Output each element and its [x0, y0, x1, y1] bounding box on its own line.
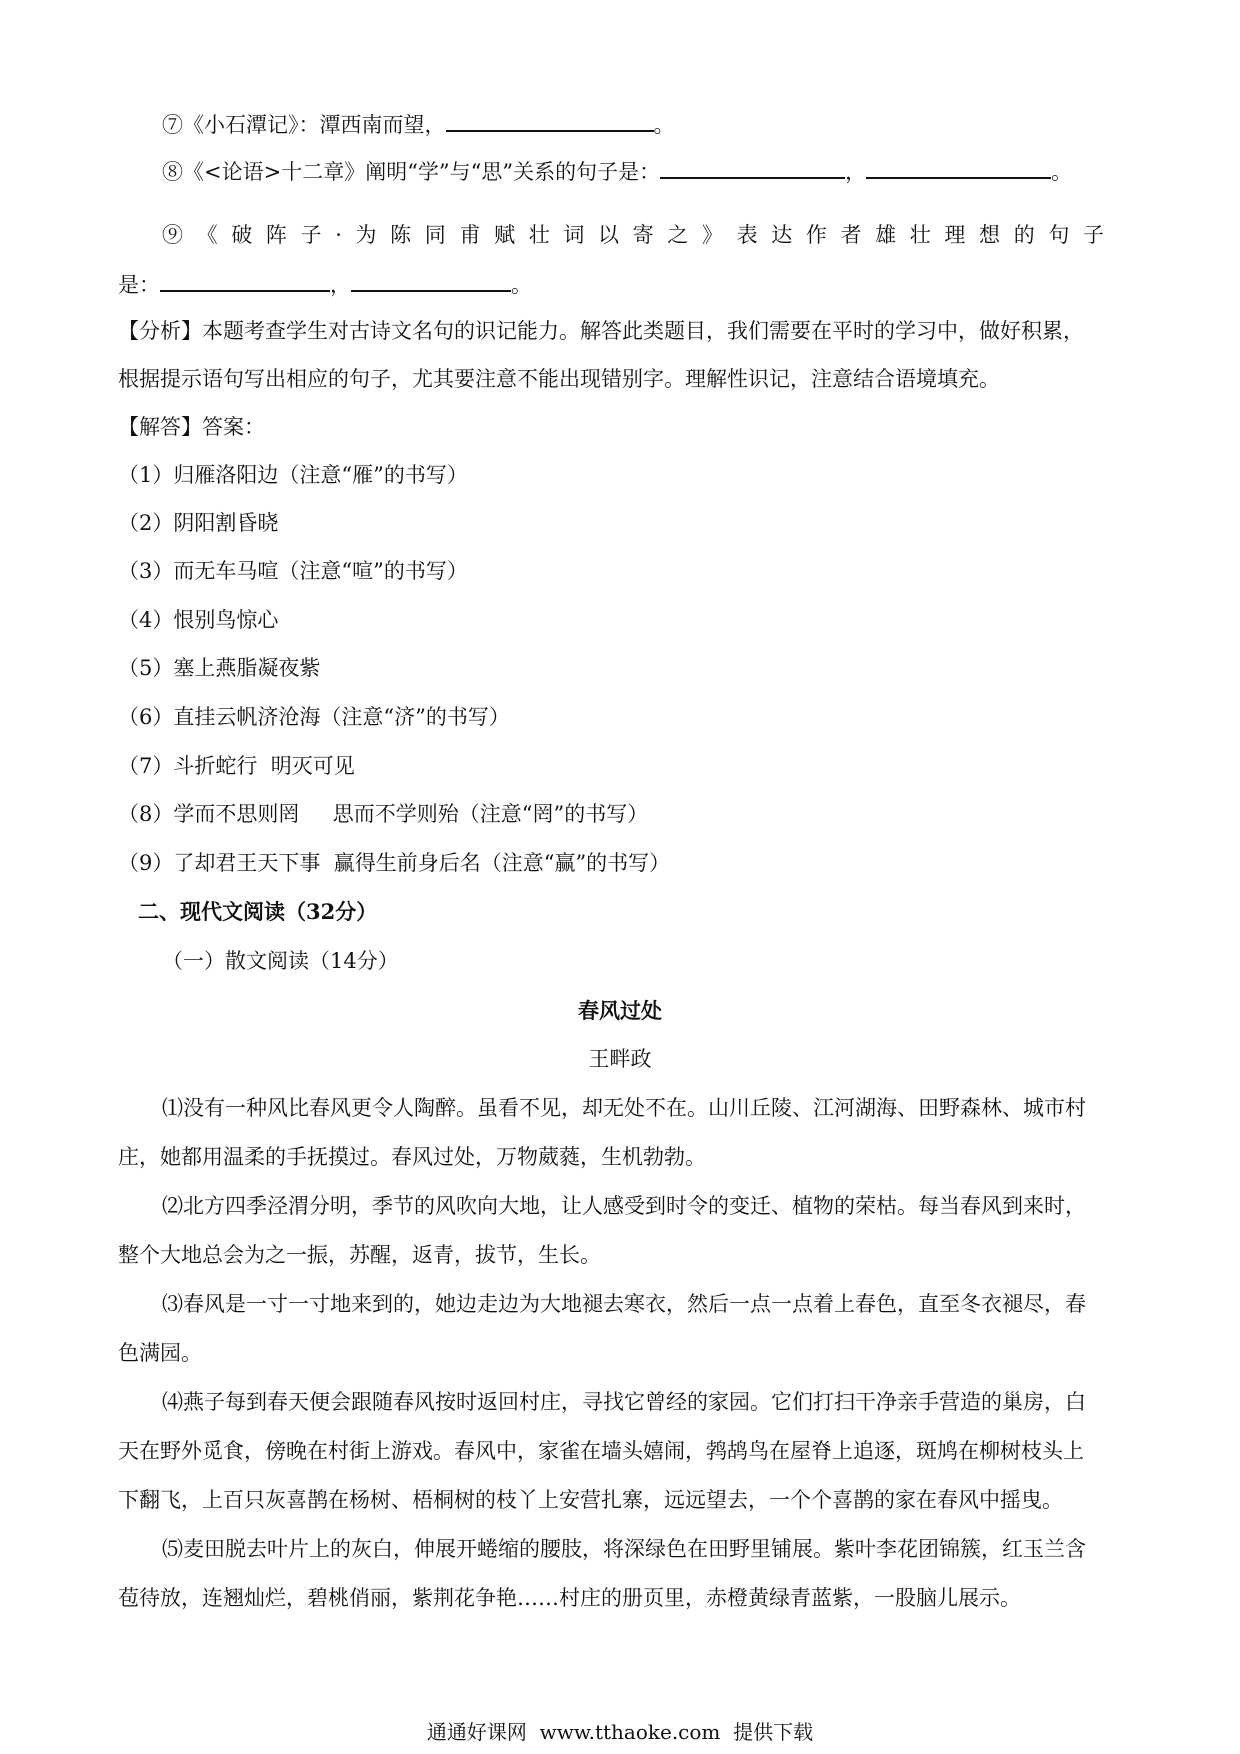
essay-line: ⑴没有一种风比春风更令人陶醉。虽看不见，却无处不在。山川丘陵、江河湖海、田野森林、城市村	[162, 1096, 1086, 1120]
essay-line: ⑸麦田脱去叶片上的灰白，伸展开蜷缩的腰肢，将深绿色在田野里铺展。紫叶李花团锦簇，红玉兰含	[162, 1537, 1086, 1561]
essay-line: 色满园。	[118, 1341, 202, 1365]
essay-line: ⑵北方四季泾渭分明，季节的风吹向大地，让人感受到时令的变迁、植物的荣枯。每当春风到来时，	[162, 1194, 1086, 1218]
answer-item: （6）直挂云帆济沧海（注意“济”的书写）	[118, 705, 510, 729]
answer-header: 【解答】答案：	[118, 415, 265, 439]
answer-item: （1）归雁洛阳边（注意“雁”的书写）	[118, 463, 468, 487]
answer-blank	[160, 270, 330, 292]
answer-item: （5）塞上燕脂凝夜紫	[118, 656, 321, 680]
answer-item: （9）了却君王天下事 赢得生前身后名（注意“赢”的书写）	[118, 851, 671, 875]
page-footer: 通通好课网 www.tthaoke.com 提供下载	[426, 1720, 814, 1744]
question-9-suffix: 。	[511, 273, 532, 297]
question-8-text: ⑧《<论语>十二章》阐明“学”与“思”关系的句子是：	[162, 160, 661, 184]
essay-title: 春风过处	[578, 998, 662, 1023]
essay-line: ⑷燕子每到春天便会跟随春风按时返回村庄，寻找它曾经的家园。它们打扫干净亲手营造的巢房，白	[162, 1390, 1086, 1414]
essay-line: 天在野外觅食，傍晚在村街上游戏。春风中，家雀在墙头嬉闹，鹁鸪鸟在屋脊上追逐，斑鸠在柳树枝头上	[118, 1439, 1084, 1463]
question-8	[162, 157, 1072, 185]
analysis-line-2: 根据提示语句写出相应的句子，尤其要注意不能出现错别字。理解性识记，注意结合语境填充。	[118, 367, 1000, 391]
answer-blank	[660, 157, 845, 179]
section-title: 二、现代文阅读（32分）	[138, 899, 378, 924]
subsection-title: （一）散文阅读（14分）	[162, 949, 399, 973]
essay-author: 王畔政	[588, 1047, 652, 1071]
question-7	[162, 110, 675, 138]
answer-blank	[351, 270, 511, 292]
question-7-text: ⑦《小石潭记》：潭西南而望，	[162, 113, 446, 137]
answer-item: （8）学而不思则罔 思而不学则殆（注意“罔”的书写）	[118, 802, 649, 826]
essay-line: 下翻飞，上百只灰喜鹊在杨树、梧桐树的枝丫上安营扎寨，远远望去，一个个喜鹊的家在春风中摇曳。	[118, 1488, 1063, 1512]
question-8-comma: ，	[845, 160, 867, 184]
answer-item: （4）恨别鸟惊心	[118, 608, 279, 632]
essay-line: ⑶春风是一寸一寸地来到的，她边走边为大地褪去寒衣，然后一点一点着上春色，直至冬衣褪尽，春	[162, 1292, 1086, 1316]
question-9-prefix: 是：	[118, 273, 160, 297]
answer-item: （7）斗折蛇行 明灭可见	[118, 754, 355, 778]
question-9-line-1: ⑨《破阵子·为陈同甫赋壮词以寄之》表达作者雄壮理想的句子	[162, 223, 1104, 247]
essay-line: 苞待放，连翘灿烂，碧桃俏丽，紫荆花争艳……村庄的册页里，赤橙黄绿青蓝紫，一股脑儿展示。	[118, 1586, 1021, 1610]
analysis-line-1: 【分析】本题考查学生对古诗文名句的识记能力。解答此类题目，我们需要在平时的学习中，做好积累，	[118, 319, 1084, 343]
answer-blank	[866, 157, 1051, 179]
question-7-suffix: 。	[653, 113, 675, 137]
question-8-suffix: 。	[1051, 160, 1073, 184]
answer-item: （2）阴阳割昏晓	[118, 511, 279, 535]
answer-item: （3）而无车马喧（注意“喧”的书写）	[118, 559, 468, 583]
essay-line: 庄，她都用温柔的手抚摸过。春风过处，万物葳蕤，生机勃勃。	[118, 1145, 706, 1169]
essay-line: 整个大地总会为之一振，苏醒，返青，拔节，生长。	[118, 1243, 601, 1267]
question-9-comma: ，	[330, 273, 351, 297]
question-9-line-2	[118, 270, 532, 298]
answer-blank	[446, 110, 654, 132]
